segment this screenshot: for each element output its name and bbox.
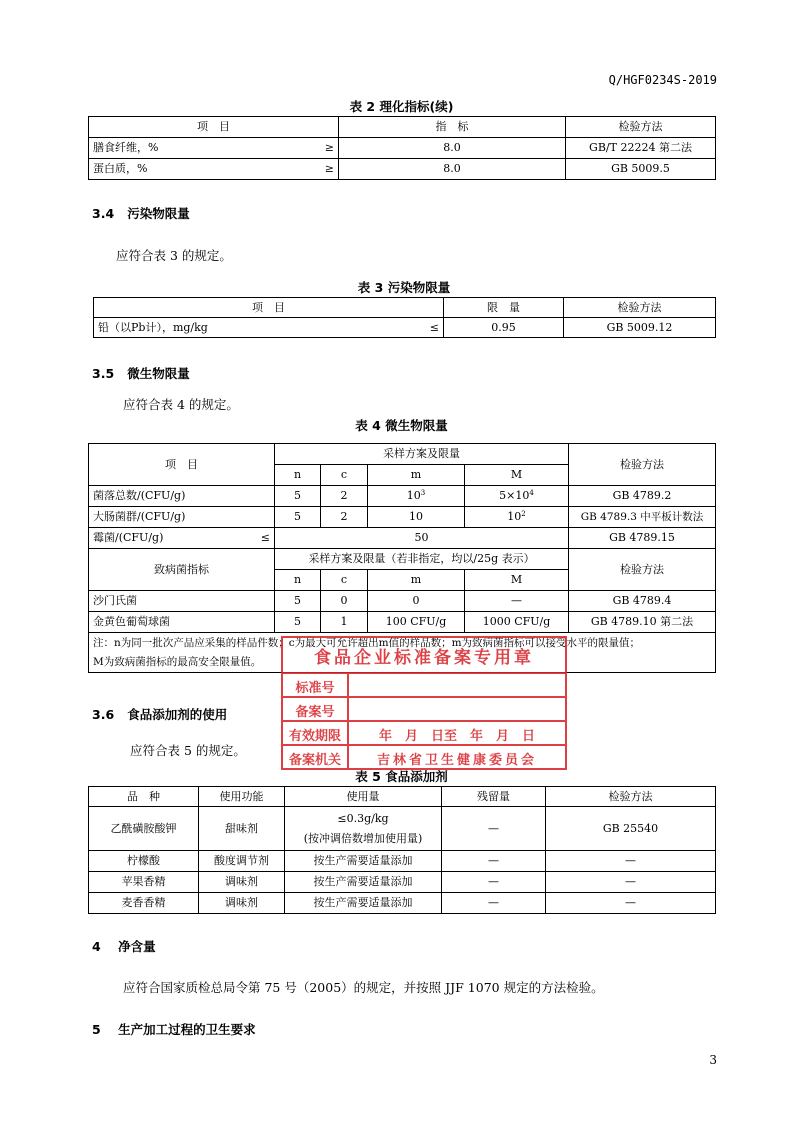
cell-op: ≥ bbox=[324, 141, 334, 155]
stamp-title: 食品企业标准备案专用章 bbox=[314, 647, 534, 668]
stamp-row-validity bbox=[283, 720, 565, 746]
note-line-1: 注：n为同一批次产品应采集的样品件数；c为最大可允许超出m值的样品数；m为致病菌指标可以接受水平的限量值； bbox=[93, 636, 641, 649]
cell-M: $10^2$ bbox=[465, 507, 569, 528]
table5-header-func: 使用功能 bbox=[199, 787, 285, 807]
cell-method: GB 5009.5 bbox=[566, 159, 716, 180]
stamp-value: 年 月 日至 年 月 日 bbox=[378, 728, 535, 744]
section-number: 3.4 bbox=[92, 206, 115, 221]
section-number: 3.6 bbox=[92, 707, 115, 722]
page-number: 3 bbox=[709, 1053, 717, 1067]
table4-header-n: n bbox=[275, 465, 321, 486]
cell-method: GB/T 22224 第二法 bbox=[566, 138, 716, 159]
cell-M: $5\times 10^4$ bbox=[465, 486, 569, 507]
table5-header-method: 检验方法 bbox=[546, 787, 716, 807]
table4-header-plan: 采样方案及限量 bbox=[275, 444, 569, 465]
cell-residue: — bbox=[442, 872, 546, 893]
table4-header2-c: c bbox=[321, 570, 368, 591]
table4-header-c: c bbox=[321, 465, 368, 486]
section-5-heading bbox=[92, 1020, 256, 1038]
cell-amount: ≤0.3g/kg (按冲调倍数增加使用量) bbox=[285, 807, 442, 851]
table-row bbox=[89, 612, 716, 633]
stamp-value bbox=[349, 698, 565, 722]
stamp-value bbox=[349, 674, 565, 698]
table-row bbox=[89, 138, 716, 159]
table-row bbox=[89, 591, 716, 612]
stamp-row-authority bbox=[283, 744, 565, 770]
table3-header-method: 检验方法 bbox=[564, 298, 716, 318]
section-number: 4 bbox=[92, 939, 101, 954]
cell-method: GB 4789.15 bbox=[569, 528, 716, 549]
table3 bbox=[93, 297, 716, 338]
table4-caption: 表 4 微生物限量 bbox=[355, 418, 448, 433]
cell-op: ≤ bbox=[429, 320, 439, 334]
cell-value: 50 bbox=[275, 528, 569, 549]
cell-m: 10 bbox=[368, 507, 465, 528]
cell-method: — bbox=[546, 893, 716, 914]
table3-header-limit: 限 量 bbox=[444, 298, 564, 318]
cell-item: 金黄色葡萄球菌 bbox=[89, 612, 275, 633]
table5-caption: 表 5 食品添加剂 bbox=[355, 769, 448, 784]
table3-header-item: 项 目 bbox=[94, 298, 444, 318]
cell-method: GB 4789.3 中平板计数法 bbox=[569, 507, 716, 528]
cell-c: 2 bbox=[321, 507, 368, 528]
cell-M: — bbox=[465, 591, 569, 612]
cell-method: GB 4789.2 bbox=[569, 486, 716, 507]
cell-func: 酸度调节剂 bbox=[199, 851, 285, 872]
table5-header-amount: 使用量 bbox=[285, 787, 442, 807]
table-row bbox=[94, 318, 716, 338]
table5 bbox=[88, 786, 716, 914]
cell-item: 菌落总数/(CFU/g) bbox=[89, 486, 275, 507]
cell-n: 5 bbox=[275, 486, 321, 507]
stamp-value: 吉林省卫生健康委员会 bbox=[376, 752, 537, 768]
section-title: 污染物限量 bbox=[127, 206, 190, 221]
section-title: 生产加工过程的卫生要求 bbox=[118, 1022, 256, 1037]
section-3-6-text: 应符合表 5 的规定。 bbox=[130, 743, 246, 758]
cell-amount: 按生产需要适量添加 bbox=[285, 851, 442, 872]
table2-caption: 表 2 理化指标(续) bbox=[349, 99, 454, 114]
table4-header2-item: 致病菌指标 bbox=[89, 549, 275, 591]
cell-n: 5 bbox=[275, 507, 321, 528]
cell-value: 0.95 bbox=[444, 318, 564, 338]
stamp-label: 备案机关 bbox=[283, 746, 349, 770]
table-row bbox=[89, 851, 716, 872]
cell-method: GB 5009.12 bbox=[564, 318, 716, 338]
cell-m: $10^3$ bbox=[368, 486, 465, 507]
section-number: 5 bbox=[92, 1022, 101, 1037]
cell-c: 1 bbox=[321, 612, 368, 633]
section-3-6-heading bbox=[92, 705, 227, 723]
cell-method: — bbox=[546, 872, 716, 893]
registration-stamp bbox=[281, 636, 567, 770]
table4-header2-method: 检验方法 bbox=[569, 549, 716, 591]
document-code: Q/HGF0234S-2019 bbox=[608, 73, 717, 87]
table-row bbox=[89, 507, 716, 528]
cell-func: 调味剂 bbox=[199, 872, 285, 893]
table-row bbox=[89, 807, 716, 851]
section-3-4-text: 应符合表 3 的规定。 bbox=[116, 248, 232, 263]
cell-name: 苹果香精 bbox=[89, 872, 199, 893]
cell-amount: 按生产需要适量添加 bbox=[285, 872, 442, 893]
table3-caption: 表 3 污染物限量 bbox=[357, 280, 451, 295]
section-4-text: 应符合国家质检总局令第 75 号（2005）的规定，并按照 JJF 1070 规定的方法检验。 bbox=[123, 980, 604, 995]
stamp-label: 备案号 bbox=[283, 698, 349, 722]
table4-header2-m: m bbox=[368, 570, 465, 591]
table4-header2-plan: 采样方案及限量（若非指定，均以/25g 表示） bbox=[275, 549, 569, 570]
cell-c: 0 bbox=[321, 591, 368, 612]
table-row bbox=[89, 893, 716, 914]
cell-method: GB 4789.4 bbox=[569, 591, 716, 612]
table5-header-residue: 残留量 bbox=[442, 787, 546, 807]
table4-header-M: M bbox=[465, 465, 569, 486]
cell-name: 柠檬酸 bbox=[89, 851, 199, 872]
section-title: 食品添加剂的使用 bbox=[127, 707, 228, 722]
cell-method: — bbox=[546, 851, 716, 872]
cell-item: 大肠菌群/(CFU/g) bbox=[89, 507, 275, 528]
cell-M: 1000 CFU/g bbox=[465, 612, 569, 633]
table4-header2-M: M bbox=[465, 570, 569, 591]
cell-n: 5 bbox=[275, 591, 321, 612]
section-number: 3.5 bbox=[92, 366, 115, 381]
table2 bbox=[88, 116, 716, 180]
cell-method: GB 4789.10 第二法 bbox=[569, 612, 716, 633]
table5-header-name: 品 种 bbox=[89, 787, 199, 807]
stamp-label: 有效期限 bbox=[283, 722, 349, 746]
table-row bbox=[89, 159, 716, 180]
table-row bbox=[89, 528, 716, 549]
cell-c: 2 bbox=[321, 486, 368, 507]
cell-item: 蛋白质，% bbox=[93, 162, 148, 176]
cell-item: 膳食纤维，% bbox=[93, 141, 159, 155]
cell-m: 0 bbox=[368, 591, 465, 612]
table2-header-value: 指 标 bbox=[339, 117, 566, 138]
section-3-5-heading bbox=[92, 364, 190, 382]
cell-method: GB 25540 bbox=[546, 807, 716, 851]
cell-name: 麦香香精 bbox=[89, 893, 199, 914]
cell-item: 霉菌/(CFU/g) bbox=[93, 531, 164, 545]
section-3-5-text: 应符合表 4 的规定。 bbox=[123, 397, 239, 412]
cell-func: 甜味剂 bbox=[199, 807, 285, 851]
section-4-heading bbox=[92, 937, 156, 955]
cell-amount: 按生产需要适量添加 bbox=[285, 893, 442, 914]
table4-header-method: 检验方法 bbox=[569, 444, 716, 486]
cell-residue: — bbox=[442, 807, 546, 851]
cell-value: 8.0 bbox=[339, 159, 566, 180]
cell-residue: — bbox=[442, 893, 546, 914]
cell-item: 沙门氏菌 bbox=[89, 591, 275, 612]
table-row bbox=[89, 872, 716, 893]
cell-n: 5 bbox=[275, 612, 321, 633]
cell-m: 100 CFU/g bbox=[368, 612, 465, 633]
cell-func: 调味剂 bbox=[199, 893, 285, 914]
cell-op: ≤ bbox=[260, 531, 270, 545]
section-title: 净含量 bbox=[118, 939, 156, 954]
stamp-row-standard bbox=[283, 672, 565, 698]
table4-header2-n: n bbox=[275, 570, 321, 591]
cell-name: 乙酰磺胺酸钾 bbox=[89, 807, 199, 851]
table4-header-item: 项 目 bbox=[89, 444, 275, 486]
cell-op: ≥ bbox=[324, 162, 334, 176]
stamp-label: 标准号 bbox=[283, 674, 349, 698]
section-3-4-heading bbox=[92, 204, 190, 222]
cell-residue: — bbox=[442, 851, 546, 872]
cell-value: 8.0 bbox=[339, 138, 566, 159]
table2-header-method: 检验方法 bbox=[566, 117, 716, 138]
table-row bbox=[89, 486, 716, 507]
cell-item: 铅（以Pb计），mg/kg bbox=[98, 320, 208, 334]
table2-header-item: 项 目 bbox=[89, 117, 339, 138]
stamp-row-record bbox=[283, 696, 565, 722]
table4-header-m: m bbox=[368, 465, 465, 486]
section-title: 微生物限量 bbox=[127, 366, 190, 381]
note-line-2: M为致病菌指标的最高安全限量值。 bbox=[93, 655, 262, 668]
